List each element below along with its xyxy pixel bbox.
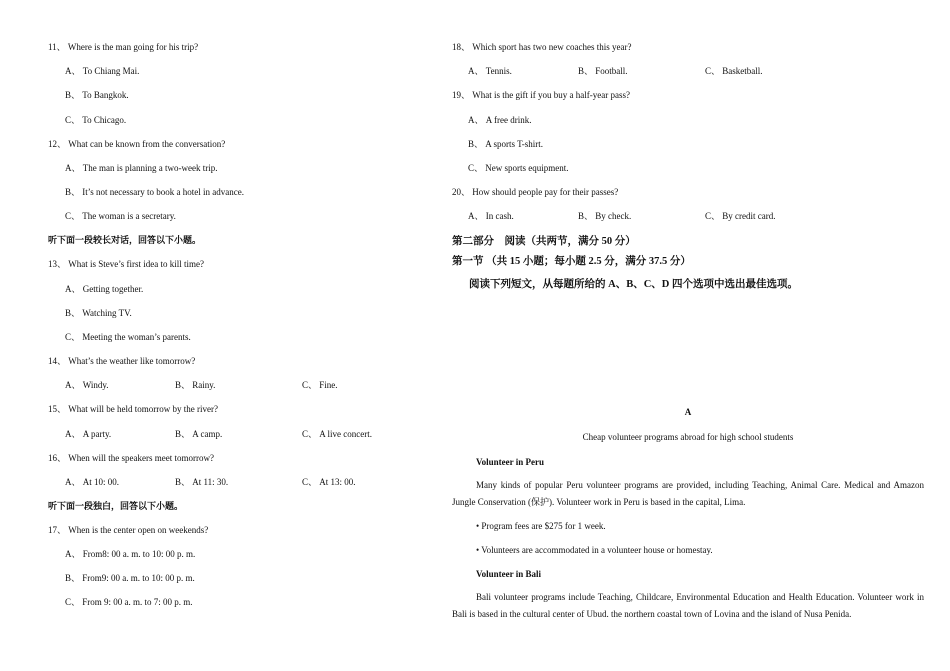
passage-title: Cheap volunteer programs abroad for high school students (582, 432, 794, 442)
peru-paragraph: Many kinds of popular Peru volunteer programs are provided, including Teaching, Animal Care. Medical and Amazon Jungle Conservation (保护). Volunteer work in Peru is based in the capital, Lima. (452, 480, 924, 507)
option-11c: C、 To Chicago. (65, 115, 127, 125)
option-12c: C、 The woman is a secretary. (65, 211, 176, 221)
question-13: 13、 What is Steve’s first idea to kill time? (48, 259, 204, 269)
reading-instruction: 阅读下列短文，从每题所给的 A、B、C、D 四个选项中选出最佳选项。 (469, 279, 799, 290)
option-18c: C、 Basketball. (705, 66, 763, 76)
option-13b: B、 Watching TV. (65, 308, 132, 318)
option-19b: B、 A sports T-shirt. (468, 139, 544, 149)
question-12: 12、 What can be known from the conversation? (48, 139, 226, 149)
section-one-heading: 第一节 （共 15 小题；每小题 2.5 分，满分 37.5 分） (452, 256, 691, 267)
question-20: 20、 How should people pay for their passes? (452, 187, 619, 197)
question-17: 17、 When is the center open on weekends? (48, 525, 209, 535)
option-11a: A、 To Chiang Mai. (65, 66, 140, 76)
option-18a: A、 Tennis. (468, 66, 512, 76)
option-15b: B、 A camp. (175, 429, 223, 439)
option-19a: A、 A free drink. (468, 115, 532, 125)
bali-heading: Volunteer in Bali (476, 569, 542, 579)
question-16: 16、 When will the speakers meet tomorrow? (48, 453, 214, 463)
question-19: 19、 What is the gift if you buy a half-year pass? (452, 90, 630, 100)
peru-bullet-accommodation: • Volunteers are accommodated in a volunteer house or homestay. (476, 545, 713, 555)
option-19c: C、 New sports equipment. (468, 163, 569, 173)
option-16c: C、 At 13: 00. (302, 477, 356, 487)
option-16b: B、 At 11: 30. (175, 477, 229, 487)
question-18: 18、 Which sport has two new coaches this year? (452, 42, 632, 52)
passage-label: A (684, 407, 692, 417)
bali-paragraph: Bali volunteer programs include Teaching, Childcare, Environmental Education and Health Education. Volunteer work in Bali is based in the cultural center of Ubud. the northern coastal town of Lovina and the island of Nusa Penida. (452, 592, 924, 619)
option-15c: C、 A live concert. (302, 429, 372, 439)
question-11: 11、 Where is the man going for his trip? (48, 42, 199, 52)
instruction-monologue: 听下面一段独白，回答以下小题。 (48, 501, 184, 511)
option-17b: B、 From9: 00 a. m. to 10: 00 p. m. (65, 573, 195, 583)
option-20b: B、 By check. (578, 211, 632, 221)
option-17a: A、 From8: 00 a. m. to 10: 00 p. m. (65, 549, 196, 559)
option-16a: A、 At 10: 00. (65, 477, 120, 487)
peru-bullet-fees: • Program fees are $275 for 1 week. (476, 521, 606, 531)
instruction-long-dialogue: 听下面一段较长对话，回答以下小题。 (48, 235, 202, 245)
question-15: 15、 What will be held tomorrow by the river? (48, 404, 218, 414)
peru-heading: Volunteer in Peru (476, 457, 545, 467)
option-17c: C、 From 9: 00 a. m. to 7: 00 p. m. (65, 597, 193, 607)
option-14c: C、 Fine. (302, 380, 338, 390)
part-two-heading: 第二部分 阅读（共两节，满分 50 分） (452, 236, 636, 247)
option-14a: A、 Windy. (65, 380, 109, 390)
option-20a: A、 In cash. (468, 211, 514, 221)
option-13c: C、 Meeting the woman’s parents. (65, 332, 191, 342)
option-12b: B、 It’s not necessary to book a hotel in advance. (65, 187, 244, 197)
option-11b: B、 To Bangkok. (65, 90, 129, 100)
option-14b: B、 Rainy. (175, 380, 216, 390)
question-14: 14、 What’s the weather like tomorrow? (48, 356, 196, 366)
option-18b: B、 Football. (578, 66, 628, 76)
option-15a: A、 A party. (65, 429, 112, 439)
option-13a: A、 Getting together. (65, 284, 144, 294)
option-20c: C、 By credit card. (705, 211, 776, 221)
option-12a: A、 The man is planning a two-week trip. (65, 163, 218, 173)
